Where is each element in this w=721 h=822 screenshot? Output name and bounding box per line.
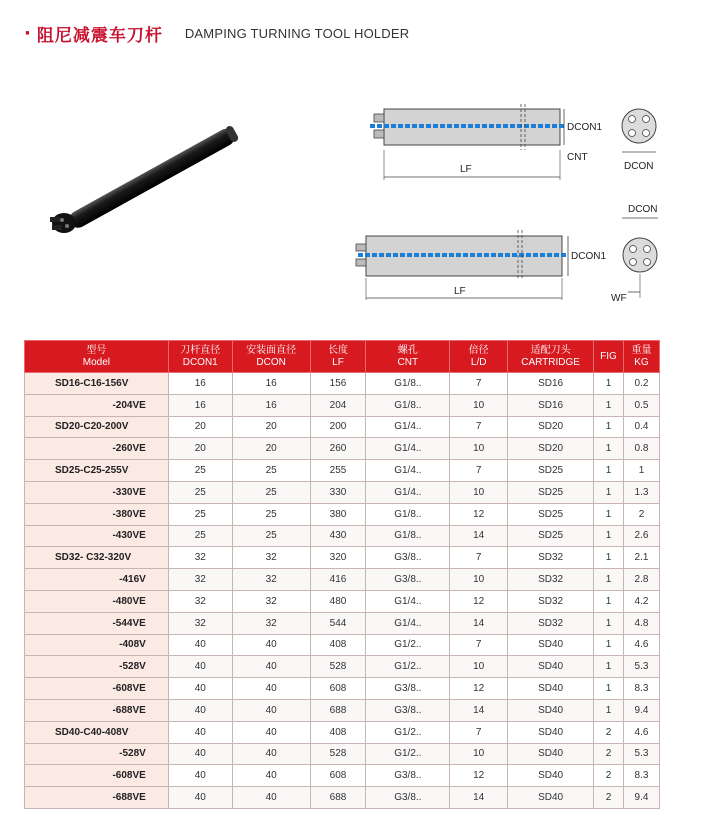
cell-dcon: 40 (232, 656, 310, 678)
cell-fig: 1 (594, 634, 624, 656)
cell-cnt: G1/4.. (366, 416, 450, 438)
cell-dcon1: 40 (168, 656, 232, 678)
dim-dcon1-fig2: DCON1 (571, 251, 607, 262)
cell-dcon1: 16 (168, 394, 232, 416)
cell-lf: 480 (310, 590, 366, 612)
end-dcon-label: DCON (624, 161, 654, 172)
cell-cartridge: SD32 (508, 569, 594, 591)
cell-kg: 9.4 (623, 699, 659, 721)
cell-fig: 1 (594, 612, 624, 634)
cell-cnt: G1/8.. (366, 394, 450, 416)
cell-cnt: G1/2.. (366, 634, 450, 656)
header-label-en: CARTRIDGE (521, 356, 580, 368)
cell-dcon: 25 (232, 460, 310, 482)
cell-model: -480VE (25, 590, 169, 612)
cell-fig: 1 (594, 656, 624, 678)
table-row (25, 373, 660, 395)
cell-cartridge: SD40 (508, 656, 594, 678)
cell-cartridge: SD40 (508, 699, 594, 721)
cell-model: -408V (25, 634, 169, 656)
header-label-cn: 型号 (86, 344, 107, 356)
cell-model: SD32- C32-320V (25, 547, 169, 569)
cell-lf: 528 (310, 743, 366, 765)
cell-ld: 14 (450, 612, 508, 634)
header-label-en: Model (82, 356, 111, 368)
cell-dcon1: 20 (168, 438, 232, 460)
cell-dcon1: 40 (168, 721, 232, 743)
cell-kg: 4.6 (623, 634, 659, 656)
table-row (25, 721, 660, 743)
cell-lf: 608 (310, 678, 366, 700)
cell-dcon: 16 (232, 373, 310, 395)
cell-cnt: G1/8.. (366, 373, 450, 395)
table-row (25, 525, 660, 547)
cell-dcon1: 40 (168, 787, 232, 809)
cell-dcon1: 40 (168, 743, 232, 765)
cell-kg: 2 (623, 503, 659, 525)
cell-cnt: G1/2.. (366, 656, 450, 678)
cell-dcon: 25 (232, 503, 310, 525)
cell-fig: 1 (594, 590, 624, 612)
end-dcon-label-fig2: DCON (628, 204, 658, 215)
col-cartridge-header (508, 341, 594, 373)
header-label-en: DCON1 (182, 356, 218, 368)
cell-ld: 12 (450, 590, 508, 612)
cell-model: -608VE (25, 765, 169, 787)
cell-dcon: 40 (232, 743, 310, 765)
table-row (25, 569, 660, 591)
tool-holder-photo (40, 105, 260, 255)
header-label-cn: 适配刀头 (530, 344, 571, 356)
end-view-fig2 (608, 200, 668, 305)
cell-model: -416V (25, 569, 169, 591)
cell-ld: 7 (450, 634, 508, 656)
drawing-fig1 (360, 100, 660, 185)
cell-dcon: 40 (232, 721, 310, 743)
dim-wf: WF (611, 293, 627, 304)
header-label-cn: 倍径 (468, 344, 489, 356)
cell-dcon: 40 (232, 765, 310, 787)
cell-cartridge: SD32 (508, 547, 594, 569)
page-title-cn: 阻尼减震车刀杆 (36, 25, 163, 46)
cell-lf: 255 (310, 460, 366, 482)
cell-cnt: G1/4.. (366, 612, 450, 634)
cell-cnt: G3/8.. (366, 678, 450, 700)
table-row (25, 547, 660, 569)
table-row (25, 394, 660, 416)
page-header (24, 18, 409, 48)
header-label-en: DCON (256, 356, 286, 368)
dim-dcon1: DCON1 (567, 122, 603, 133)
cell-dcon1: 40 (168, 765, 232, 787)
cell-fig: 1 (594, 569, 624, 591)
cell-fig: 1 (594, 416, 624, 438)
cell-kg: 0.4 (623, 416, 659, 438)
header-label-cn: 长度 (327, 344, 348, 356)
cell-ld: 10 (450, 743, 508, 765)
spec-table-wrap (24, 340, 660, 809)
cell-lf: 608 (310, 765, 366, 787)
cell-dcon: 40 (232, 678, 310, 700)
cell-dcon: 40 (232, 699, 310, 721)
cell-ld: 14 (450, 787, 508, 809)
cell-dcon1: 25 (168, 481, 232, 503)
cell-fig: 1 (594, 438, 624, 460)
cell-cnt: G1/4.. (366, 460, 450, 482)
cell-ld: 10 (450, 438, 508, 460)
table-row (25, 481, 660, 503)
cell-cnt: G1/2.. (366, 721, 450, 743)
cell-dcon: 25 (232, 481, 310, 503)
cell-dcon: 32 (232, 612, 310, 634)
cell-cnt: G1/8.. (366, 503, 450, 525)
cell-cartridge: SD40 (508, 634, 594, 656)
cell-kg: 2.6 (623, 525, 659, 547)
cell-lf: 204 (310, 394, 366, 416)
cell-model: -330VE (25, 481, 169, 503)
col-cnt-header (366, 341, 450, 373)
table-row (25, 743, 660, 765)
cell-lf: 260 (310, 438, 366, 460)
cell-fig: 1 (594, 460, 624, 482)
cell-model: -528V (25, 656, 169, 678)
cell-ld: 10 (450, 569, 508, 591)
cell-kg: 8.3 (623, 765, 659, 787)
cell-ld: 10 (450, 656, 508, 678)
cell-cnt: G1/8.. (366, 525, 450, 547)
cell-ld: 7 (450, 416, 508, 438)
cell-fig: 2 (594, 721, 624, 743)
cell-fig: 1 (594, 547, 624, 569)
cell-lf: 688 (310, 699, 366, 721)
cell-dcon: 20 (232, 438, 310, 460)
spec-table (24, 340, 660, 809)
cell-cnt: G1/4.. (366, 481, 450, 503)
cell-lf: 688 (310, 787, 366, 809)
cell-fig: 1 (594, 699, 624, 721)
dim-lf-fig2: LF (454, 286, 466, 297)
cell-dcon1: 32 (168, 590, 232, 612)
cell-fig: 1 (594, 503, 624, 525)
cell-fig: 2 (594, 765, 624, 787)
cell-dcon: 32 (232, 569, 310, 591)
dim-cnt: CNT (567, 152, 588, 163)
cell-ld: 14 (450, 699, 508, 721)
cell-lf: 408 (310, 634, 366, 656)
cell-model: SD16-C16-156V (25, 373, 169, 395)
cell-lf: 330 (310, 481, 366, 503)
page-title-en: DAMPING TURNING TOOL HOLDER (184, 25, 410, 41)
cell-ld: 10 (450, 394, 508, 416)
cell-dcon1: 20 (168, 416, 232, 438)
cell-ld: 7 (450, 547, 508, 569)
cell-lf: 320 (310, 547, 366, 569)
cell-cartridge: SD40 (508, 721, 594, 743)
table-row (25, 699, 660, 721)
cell-cartridge: SD20 (508, 416, 594, 438)
cell-fig: 2 (594, 743, 624, 765)
table-row (25, 503, 660, 525)
cell-dcon1: 25 (168, 503, 232, 525)
table-body (25, 373, 660, 809)
cell-cartridge: SD40 (508, 743, 594, 765)
cell-ld: 12 (450, 503, 508, 525)
cell-kg: 0.5 (623, 394, 659, 416)
cell-cnt: G3/8.. (366, 787, 450, 809)
cell-ld: 7 (450, 721, 508, 743)
cell-kg: 4.8 (623, 612, 659, 634)
cell-cnt: G3/8.. (366, 699, 450, 721)
cell-cartridge: SD40 (508, 787, 594, 809)
header-label-en: L/D (470, 356, 487, 368)
cell-kg: 4.2 (623, 590, 659, 612)
cell-kg: 5.3 (623, 743, 659, 765)
cell-dcon1: 25 (168, 460, 232, 482)
table-row (25, 438, 660, 460)
header-label-en: LF (332, 356, 344, 368)
cell-fig: 1 (594, 373, 624, 395)
cell-cartridge: SD25 (508, 460, 594, 482)
cell-cnt: G1/4.. (366, 438, 450, 460)
cell-lf: 200 (310, 416, 366, 438)
table-header-row (25, 341, 660, 373)
end-view-fig1 (620, 106, 670, 176)
header-label-cn: 安装面直径 (246, 344, 297, 356)
cell-model: -380VE (25, 503, 169, 525)
cell-dcon1: 40 (168, 699, 232, 721)
cell-model: -544VE (25, 612, 169, 634)
cell-dcon1: 40 (168, 634, 232, 656)
cell-kg: 0.8 (623, 438, 659, 460)
cell-dcon: 32 (232, 590, 310, 612)
bullet: · (24, 22, 31, 44)
header-label-en: KG (634, 356, 649, 368)
cell-dcon: 20 (232, 416, 310, 438)
cell-cnt: G1/2.. (366, 743, 450, 765)
table-row (25, 656, 660, 678)
cell-ld: 12 (450, 765, 508, 787)
cell-dcon: 16 (232, 394, 310, 416)
header-label-cn: 重量 (631, 344, 652, 356)
cell-model: -260VE (25, 438, 169, 460)
cell-lf: 430 (310, 525, 366, 547)
cell-dcon1: 32 (168, 569, 232, 591)
dim-lf: LF (460, 164, 472, 175)
cell-fig: 1 (594, 678, 624, 700)
cell-lf: 380 (310, 503, 366, 525)
col-fig-header (594, 341, 624, 373)
table-row (25, 590, 660, 612)
cell-dcon1: 40 (168, 678, 232, 700)
cell-kg: 2.8 (623, 569, 659, 591)
cell-model: -204VE (25, 394, 169, 416)
cell-kg: 1 (623, 460, 659, 482)
cell-ld: 10 (450, 481, 508, 503)
header-label-en: FIG (600, 350, 617, 362)
cell-kg: 1.3 (623, 481, 659, 503)
cell-dcon: 32 (232, 547, 310, 569)
cell-fig: 1 (594, 394, 624, 416)
col-kg-header (623, 341, 659, 373)
cell-kg: 9.4 (623, 787, 659, 809)
cell-model: -528V (25, 743, 169, 765)
cell-cartridge: SD16 (508, 394, 594, 416)
cell-fig: 1 (594, 525, 624, 547)
cell-fig: 2 (594, 787, 624, 809)
cell-cnt: G3/8.. (366, 569, 450, 591)
cell-cnt: G1/4.. (366, 590, 450, 612)
cell-kg: 4.6 (623, 721, 659, 743)
cell-cartridge: SD32 (508, 590, 594, 612)
table-row (25, 634, 660, 656)
cell-dcon1: 25 (168, 525, 232, 547)
cell-ld: 7 (450, 373, 508, 395)
cell-lf: 528 (310, 656, 366, 678)
cell-dcon: 40 (232, 787, 310, 809)
cell-dcon1: 32 (168, 612, 232, 634)
col-dcon-header (232, 341, 310, 373)
cell-model: -430VE (25, 525, 169, 547)
table-row (25, 765, 660, 787)
cell-kg: 0.2 (623, 373, 659, 395)
cell-lf: 544 (310, 612, 366, 634)
cell-ld: 7 (450, 460, 508, 482)
cell-cartridge: SD25 (508, 503, 594, 525)
cell-cnt: G3/8.. (366, 547, 450, 569)
col-ld-header (450, 341, 508, 373)
cell-model: -608VE (25, 678, 169, 700)
drawing-fig2 (350, 228, 610, 303)
cell-fig: 1 (594, 481, 624, 503)
cell-lf: 408 (310, 721, 366, 743)
cell-ld: 12 (450, 678, 508, 700)
cell-kg: 8.3 (623, 678, 659, 700)
table-row (25, 787, 660, 809)
col-dcon1-header (168, 341, 232, 373)
cell-cnt: G3/8.. (366, 765, 450, 787)
cell-cartridge: SD25 (508, 481, 594, 503)
cell-cartridge: SD40 (508, 678, 594, 700)
cell-model: -688VE (25, 699, 169, 721)
table-row (25, 612, 660, 634)
table-row (25, 678, 660, 700)
cell-dcon1: 16 (168, 373, 232, 395)
cell-kg: 5.3 (623, 656, 659, 678)
cell-lf: 156 (310, 373, 366, 395)
col-model-header (25, 341, 169, 373)
cell-cartridge: SD16 (508, 373, 594, 395)
cell-model: -688VE (25, 787, 169, 809)
table-row (25, 460, 660, 482)
header-label-en: CNT (397, 356, 419, 368)
tool-head (50, 213, 76, 233)
header-label-cn: 刀杆直径 (180, 344, 221, 356)
cell-model: SD25-C25-255V (25, 460, 169, 482)
cell-model: SD20-C20-200V (25, 416, 169, 438)
table-row (25, 416, 660, 438)
cell-model: SD40-C40-408V (25, 721, 169, 743)
header-label-cn: 螺孔 (397, 344, 418, 356)
cell-dcon: 25 (232, 525, 310, 547)
cell-cartridge: SD40 (508, 765, 594, 787)
cell-ld: 14 (450, 525, 508, 547)
cell-lf: 416 (310, 569, 366, 591)
cell-cartridge: SD32 (508, 612, 594, 634)
cell-kg: 2.1 (623, 547, 659, 569)
col-lf-header (310, 341, 366, 373)
cell-dcon: 40 (232, 634, 310, 656)
cell-cartridge: SD25 (508, 525, 594, 547)
cell-cartridge: SD20 (508, 438, 594, 460)
cell-dcon1: 32 (168, 547, 232, 569)
